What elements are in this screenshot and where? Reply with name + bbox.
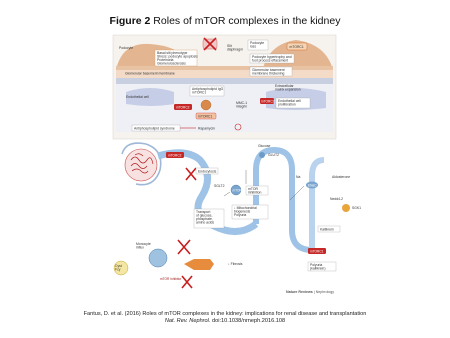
sgk1-icon [342, 204, 350, 212]
caption-citation: Fantus, D. et al. (2016) Roles of mTOR complexes in the kidney: implications for renal disease and transplantation [83, 311, 367, 317]
caption-doi: doi:10.1038/nrneph.2016.108 [210, 318, 286, 324]
polyuria-line-1: Polyuria [310, 263, 323, 267]
mtorc2-bottom-label: mTORC2 [168, 153, 182, 158]
podocyte-label: Podocyte [119, 46, 134, 50]
basal-line-4: Glomerulosclerosis [157, 61, 186, 66]
mtor-inhibitor-label: mTOR inhibitor [160, 277, 182, 281]
glut2-icon [259, 152, 265, 158]
transport-line-2: of glucose, [196, 213, 213, 218]
loop-of-henle [256, 150, 312, 250]
glut2-label: GLUT2 [268, 153, 279, 157]
bottom-panel-nephron [114, 143, 361, 294]
mtorc1-inhibition-x-icon [178, 240, 190, 254]
mtorc1-center-label: mTORC1 [198, 114, 213, 119]
mito-line-3: Polyuria [234, 213, 247, 217]
logo-rest: | Nephrology [312, 290, 335, 294]
mtorc2-left-label: mTORC2 [176, 105, 190, 110]
mito-line-1: ↓ Mitochondrial [234, 206, 257, 210]
caption-journal [0, 318, 450, 325]
mmcs-line-1: MMC-1 [236, 101, 248, 105]
mtorc1-hexagon-icon [184, 259, 214, 270]
polyuria-line-2: (kallikrein) [310, 266, 326, 271]
endocytosis-label: Endocytosis [198, 169, 217, 174]
enac-label: ENaC [308, 183, 317, 188]
aldosterone-label: Aldosterone [332, 175, 351, 179]
kallikrein-label: Kallikrein [320, 227, 334, 232]
na-label: Na [296, 175, 301, 179]
mtor-node-label: mTOR [232, 188, 242, 193]
sglt2-label: SGLT2 [214, 184, 225, 188]
basal-line-2: Stress: podocyte apoptosis [157, 54, 198, 59]
caption-journal-name: Nat. Rev. Nephrol. [164, 318, 211, 324]
monocyte-line-2: influx [136, 245, 144, 250]
endo-prolif-line-2: proliferation [278, 102, 296, 107]
mito-line-2: biogenesis [234, 209, 251, 214]
lower-inhibition-x-icon [182, 276, 192, 288]
apl-syndrome-label: Antiphospholipid syndrome [134, 126, 175, 131]
slit-label: Slit [227, 44, 232, 48]
ecm-line-2: matrix expansion [275, 87, 301, 92]
mtorc2-right-label: mTORC2 [261, 99, 275, 104]
ecm-line-1: Extracellular [275, 84, 294, 88]
cyst-line-1: Cyst [115, 264, 122, 268]
basal-line-3: Proteinuria [157, 58, 174, 62]
figure-number: Figure 2 [109, 15, 151, 27]
transport-line-4: amino acids [196, 220, 215, 225]
receptor-complex-icon [201, 100, 211, 110]
transport-line-1: Transport [196, 210, 211, 214]
mtorc1-right-label: mTORC1 [310, 249, 324, 254]
nature-reviews-logo [286, 290, 334, 294]
mtorc1-top-label: mTORC1 [289, 45, 304, 49]
rapamycin-label: Rapamycin [198, 126, 215, 131]
mmcs-line-2: integrin [236, 104, 248, 109]
gbm-label: Glomerular basement membrane [125, 71, 175, 76]
monocyte-cell [149, 249, 167, 267]
endothelium [116, 78, 333, 84]
podocyte-loss-label: Podocyte [250, 41, 265, 45]
endothelial-cell-label: Endothelial cell [126, 95, 149, 99]
podocyte-loss-label-2: loss [250, 44, 257, 49]
gbm-thick-line-1: Glomerular basement [252, 68, 285, 72]
top-panel-glomerular-filtration [113, 35, 336, 139]
transport-line-3: phosphate, [196, 217, 213, 221]
gbm-thick-line-2: membrane thickening [252, 71, 285, 76]
cyst-line-2: Fcγ [115, 267, 121, 272]
hypertrophy-line-2: foot process effacement [252, 58, 289, 63]
slit-label-2: diaphragm [227, 47, 244, 52]
monocyte-line-1: Monocyte [136, 242, 151, 246]
apl-igg-label: Antiphospholipid IgG [192, 87, 224, 91]
sgk1-label: SGK1 [352, 206, 362, 210]
basal-line-1: Basal slit phenotype [157, 51, 188, 55]
mtor-inhibition-line-1: mTOR [248, 187, 258, 191]
collecting-duct [312, 160, 324, 250]
figure-title-text: Roles of mTOR complexes in the kidney [150, 15, 341, 27]
glomerulus [125, 149, 157, 181]
inhibition-x-icon [203, 38, 217, 50]
hypertrophy-line-1: Podocyte hypertrophy and [252, 55, 292, 59]
nedd42-label: Nedd4-2 [330, 197, 344, 201]
endocytosis-inhibition-x-icon [186, 168, 196, 180]
mtor-inhibition-line-2: inhibition [248, 190, 262, 195]
endo-prolif-line-1: Endothelial cell [278, 99, 301, 103]
glucose-label: Glucose [258, 144, 271, 148]
apl-mtorc1-label: mTORC1 [192, 90, 207, 95]
logo-bold: Nature Reviews [286, 290, 313, 294]
fibrosis-label: ↓ Fibrosis [228, 262, 243, 266]
